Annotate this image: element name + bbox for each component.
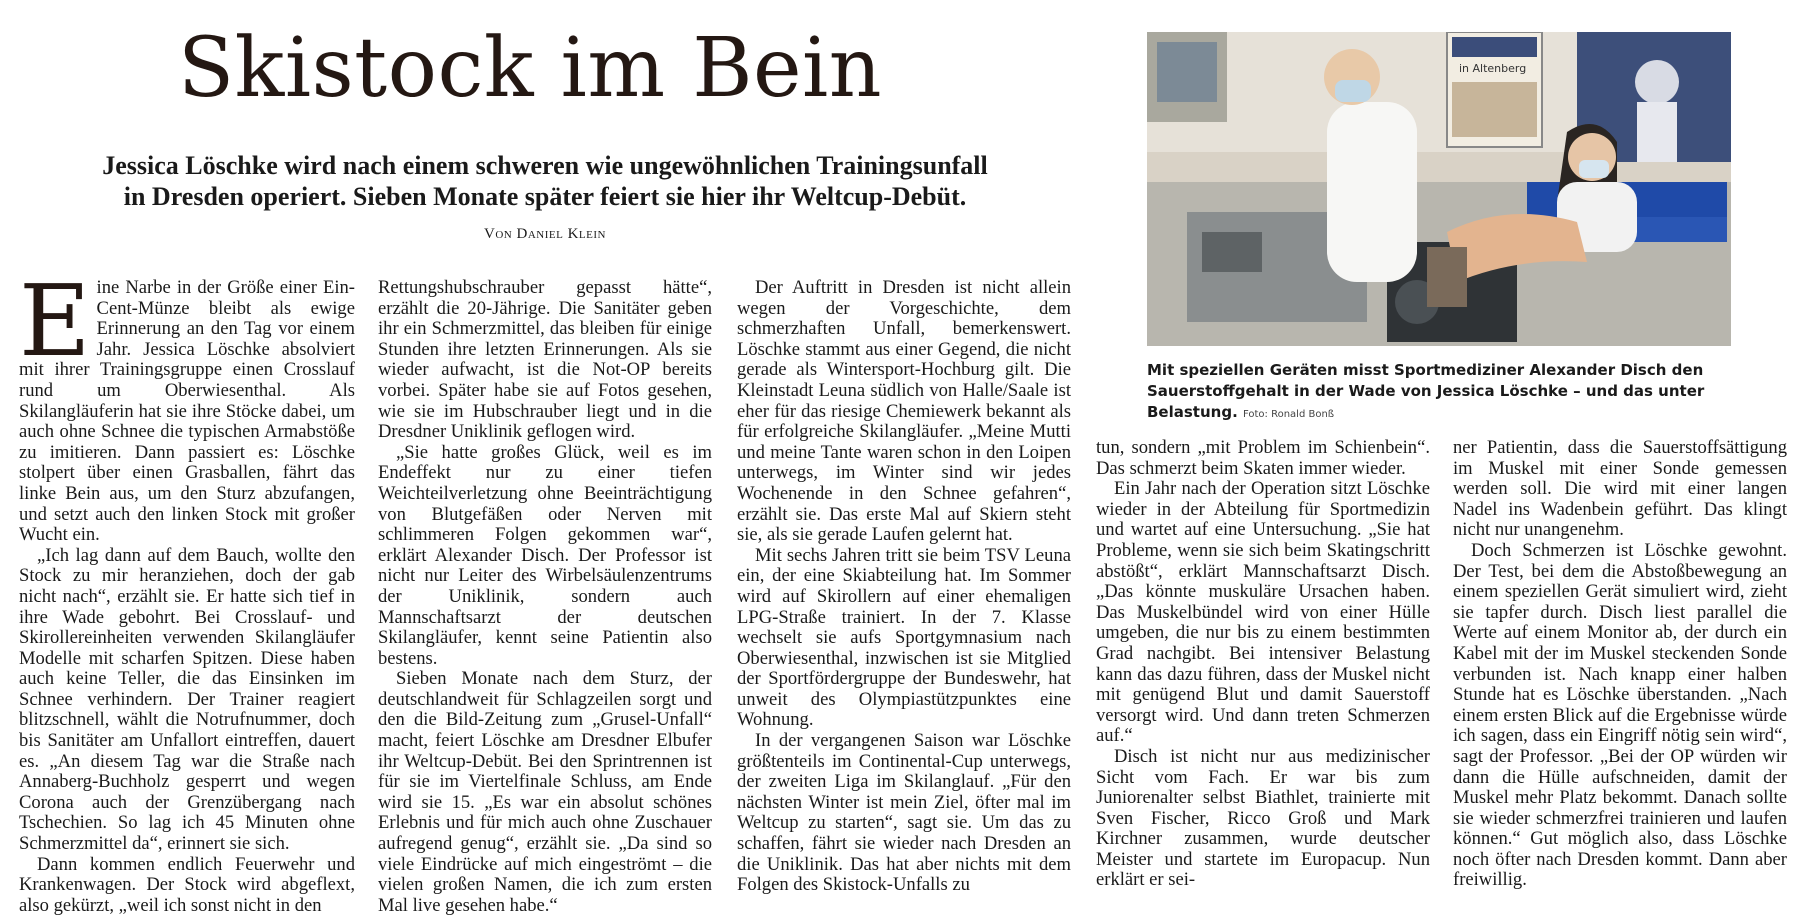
article-photo xyxy=(1147,32,1731,346)
paragraph: Der Auftritt in Dresden ist nicht allein wegen der Vorgeschichte, dem schmerzhaften Unfall, bemerkenswert. Löschke stammt aus einer Gegend, die nicht gerade als Wintersport-Hochburg gilt. Die Kleinstadt Leuna südlich von Halle/Saale ist eher für das riesige Chemiewerk bekannt als für erfolgreiche Skilangläufer. „Meine Mutti und meine Tante waren schon in den Loipen unterwegs, im Winter sind wir jedes Wochenende in den Schnee gefahren“, erzählt sie. Das erste Mal auf Skiern steht sie, als sie gerade Laufen gelernt hat. xyxy=(737,277,1071,546)
photo-credit: Foto: Ronald Bonß xyxy=(1243,409,1335,420)
subheadline-line: in Dresden operiert. Sieben Monate später feiert sie hier ihr Weltcup-Debüt. xyxy=(123,182,967,211)
subheadline xyxy=(40,150,1050,212)
article-column-5 xyxy=(1453,438,1787,891)
paragraph: In der vergangenen Saison war Löschke größtenteils im Continental-Cup unterwegs, der zweiten Liga im Skilanglauf. „Für den nächsten Winter ist mein Ziel, öfter mal im Weltcup zu starten“, sagt sie. Um das zu schaffen, fährt sie wieder nach Dresden an die Uniklinik. Das hat aber nichts mit dem Folgen des Skistock-Unfalls zu xyxy=(737,730,1071,896)
caption-text: Mit speziellen Geräten misst Sportmediziner Alexander Disch den Sauerstoffgehalt in der Wade von Jessica Löschke – und das unter Belastung. xyxy=(1147,361,1705,421)
paragraph: ner Patientin, dass die Sauerstoffsättigung im Muskel mit einer Sonde gemessen werden soll. Die wird mit einer langen Nadel ins Wadenbein geführt. Das klingt nicht nur unangenehm. xyxy=(1453,437,1787,541)
paragraph: Ein Jahr nach der Operation sitzt Löschke wieder in der Abteilung für Sportmedizin und wartet auf eine Untersuchung. „Sie hat Probleme, wenn sie sich beim Skatingschritt abstößt“, erklärt Mannschaftsarzt Disch. „Das könnte muskuläre Ursachen haben. Das Muskelbündel wird von einer Hülle umgeben, die nur bis zu einem bestimmten Grad nachgibt. Bei intensiver Belastung kann das dazu führen, dass der Muskel nicht mit genügend Blut und damit Sauerstoff versorgt wird. Und dann treten Schmerzen auf.“ xyxy=(1096,478,1430,747)
paragraph: Sieben Monate nach dem Sturz, der deutschlandweit für Schlagzeilen sorgt und den die Bild-Zeitung zum „Grusel-Unfall“ macht, feiert Löschke am Dresdner Elbufer ihr Weltcup-Debüt. Bei den Sprintrennen ist für sie im Viertelfinale Schluss, am Ende wird sie 15. „Es war ein absolut schönes Erlebnis und für mich auch ohne Zuschauer aufregend genug“, erzählt sie. „Da sind so viele Eindrücke auf mich eingeströmt – die vielen großen Namen, die ich zum ersten Mal live gesehen habe.“ xyxy=(378,668,712,916)
photo-caption xyxy=(1147,360,1747,425)
paragraph: Dann kommen endlich Feuerwehr und Krankenwagen. Der Stock wird abgeflext, also gekürzt, „weil ich sonst nicht in den xyxy=(19,853,355,916)
article-column-2 xyxy=(378,278,712,916)
drop-cap: E xyxy=(19,265,91,379)
paragraph: ine Narbe in der Größe einer Ein-Cent-Münze bleibt als ewige Erinnerung an den Tag vor einem Jahr. Jessica Löschke absolviert mit ihrer Trainingsgruppe einen Crosslauf rund um Oberwiesenthal. Als Skilangläuferin hat sie ihre Stöcke dabei, um auch ohne Schnee die typischen Armabstöße zu imitieren. Dann passiert es: Löschke stolpert über einen Grasballen, fährt das linke Bein aus, um den Sturz abzufangen, und setzt auch den linken Stock mit großer Wucht ein. xyxy=(19,277,355,546)
article-column-1 xyxy=(19,265,355,916)
paragraph: Rettungshubschrauber gepasst hätte“, erzählt die 20-Jährige. Die Sanitäter geben ihr ein Schmerzmittel, das bleiben für einige Stunden ihre letzten Erinnerungen. Als sie wieder aufwacht, ist die Not-OP bereits vorbei. Später habe sie auf Fotos gesehen, wie sie im Hubschrauber liegt und in die Dresdner Uniklinik geflogen wird. xyxy=(378,277,712,443)
paragraph: „Sie hatte großes Glück, weil es im Endeffekt nur zu einer tiefen Weichteilverletzung ohne Beeinträchtigung von Blutgefäßen oder Nerven mit schlimmeren Folgen gekommen war“, erklärt Alexander Disch. Der Professor ist nicht nur Leiter des Wirbelsäulenzentrums der Uniklinik, sondern auch Mannschaftsarzt der deutschen Skilangläufer, kennt seine Patientin also bestens. xyxy=(378,441,712,669)
article-column-4 xyxy=(1096,438,1430,891)
paragraph: Mit sechs Jahren tritt sie beim TSV Leuna ein, der eine Skiabteilung hat. Im Sommer wird auf Skirollern auf einer ehemaligen LPG-Straße trainiert. In der 7. Klasse wechselt sie aufs Sportgymnasium nach Oberwiesenthal, inzwischen ist sie Mitglied der Sportfördergruppe der Bundeswehr, hat unweit des Olympiastützpunktes eine Wohnung. xyxy=(737,544,1071,731)
poster-text: in Altenberg xyxy=(1459,62,1527,75)
paragraph: Disch ist nicht nur aus medizinischer Sicht vom Fach. Er war bis zum Juniorenalter selbst Biathlet, trainierte mit Sven Fischer, Ricco Groß und Mark Kirchner zusammen, wurde deutscher Meister und startete im Europacup. Nun erklärt er sei- xyxy=(1096,745,1430,891)
paragraph: Doch Schmerzen ist Löschke gewohnt. Der Test, bei dem die Abstoßbewegung an einem speziellen Gerät simuliert wird, zieht sie tapfer durch. Disch liest parallel die Werte auf einem Monitor ab, der durch ein Kabel mit der im Muskel steckenden Sonde verbunden ist. Nach knapp einer halben Stunde hat es Löschke überstanden. „Nach einem ersten Blick auf die Ergebnisse würde ich sagen, dass ein Eingriff nötig sein wird“, sagt der Professor. „Bei der OP würden wir dann die Hülle aufschneiden, damit der Muskel mehr Platz bekommt. Danach sollte sie wieder schmerzfrei trainieren und laufen können.“ Gut möglich also, dass Löschke noch öfter nach Dresden kommt. Dann aber freiwillig. xyxy=(1453,539,1787,891)
paragraph: tun, sondern „mit Problem im Schienbein“. Das schmerzt beim Skaten immer wieder. xyxy=(1096,437,1430,479)
photo-illustration xyxy=(1147,32,1731,346)
byline: Von Daniel Klein xyxy=(484,226,606,242)
article-column-3 xyxy=(737,278,1071,896)
subheadline-line: Jessica Löschke wird nach einem schweren wie ungewöhnlichen Trainingsunfall xyxy=(102,151,988,180)
paragraph: „Ich lag dann auf dem Bauch, wollte den Stock zu mir heranziehen, doch der gab nicht nach“, erzählt sie. Er hatte sich tief in ihre Wade gebohrt. Bei Crosslauf- und Skirollereinheiten verwenden Skilangläufer Modelle mit scharfen Spitzen. Diese haben auch keine Teller, die das Einsinken im Schnee verhindern. Der Trainer reagiert blitzschnell, wählt die Notrufnummer, doch bis Sanitäter am Unfallort eintreffen, dauert es. „An diesem Tag war die Straße nach Annaberg-Buchholz gesperrt und wegen Corona auch der Grenzübergang nach Tschechien. So lag ich 45 Minuten ohne Schmerzmittel da“, erinnert sie sich. xyxy=(19,544,355,855)
headline: Skistock im Bein xyxy=(178,21,883,116)
